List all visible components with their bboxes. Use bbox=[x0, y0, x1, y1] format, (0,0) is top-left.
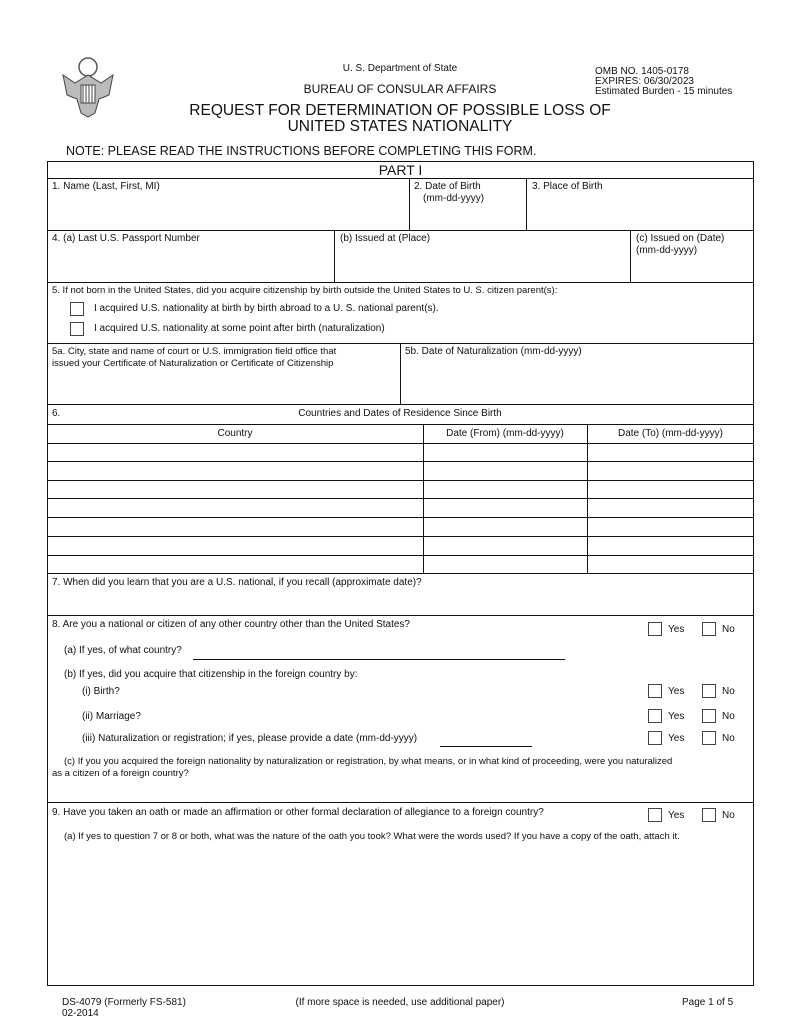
q8b-iii-yes-checkbox[interactable] bbox=[648, 731, 662, 745]
dob-format: (mm-dd-yyyy) bbox=[423, 193, 485, 204]
question-5: 5. If not born in the United States, did you acquire citizenship by birth outside the United States to U. S. citizen parent(s): bbox=[52, 285, 558, 296]
naturalization-date-input[interactable] bbox=[440, 746, 532, 747]
checkbox-birth-abroad[interactable] bbox=[70, 302, 84, 316]
department-name: U. S. Department of State bbox=[342, 63, 458, 74]
part-heading: PART I bbox=[378, 162, 423, 178]
dob-field[interactable]: 2. Date of Birth bbox=[414, 181, 481, 192]
passport-issued-date-field[interactable]: (c) Issued on (Date) bbox=[636, 233, 725, 244]
residence-row-1-date-to-cell[interactable] bbox=[587, 443, 754, 461]
passport-number-field[interactable]: 4. (a) Last U.S. Passport Number bbox=[52, 233, 200, 244]
name-field[interactable]: 1. Name (Last, First, MI) bbox=[52, 181, 160, 192]
residence-row-7-date-to-cell[interactable] bbox=[587, 555, 754, 573]
q8b-ii-no-label: No bbox=[722, 711, 735, 722]
residence-row-5-date-from-cell[interactable] bbox=[423, 517, 587, 535]
q8b-iii-no-label: No bbox=[722, 733, 735, 744]
q8b-iii-yes-label: Yes bbox=[668, 733, 685, 744]
q8-yes-checkbox[interactable] bbox=[648, 622, 662, 636]
residence-row-5-date-to-cell[interactable] bbox=[587, 517, 754, 535]
bureau-name: BUREAU OF CONSULAR AFFAIRS bbox=[303, 82, 497, 96]
q8-no-checkbox[interactable] bbox=[702, 622, 716, 636]
residence-row-4-date-to-cell[interactable] bbox=[587, 498, 754, 516]
residence-row-3-date-from-cell[interactable] bbox=[423, 480, 587, 498]
question-8b-iii: (iii) Naturalization or registration; if yes, please provide a date (mm-dd-yyyy) bbox=[82, 733, 418, 744]
q8b-i-no-checkbox[interactable] bbox=[702, 684, 716, 698]
form-title-line1: REQUEST FOR DETERMINATION OF POSSIBLE LOSS OF bbox=[189, 102, 611, 119]
form-number: DS-4079 (Formerly FS-581) bbox=[62, 997, 186, 1008]
seal-logo bbox=[55, 55, 121, 121]
option-naturalization: I acquired U.S. nationality at some point after birth (naturalization) bbox=[94, 323, 385, 334]
residence-row-6-country-cell[interactable] bbox=[47, 536, 423, 554]
col-date-from: Date (From) (mm-dd-yyyy) bbox=[446, 428, 564, 439]
q9-yes-checkbox[interactable] bbox=[648, 808, 662, 822]
residence-row-6-date-to-cell[interactable] bbox=[587, 536, 754, 554]
q9-yes-label: Yes bbox=[668, 810, 685, 821]
place-of-birth-field[interactable]: 3. Place of Birth bbox=[532, 181, 603, 192]
q9-no-label: No bbox=[722, 810, 735, 821]
note: NOTE: PLEASE READ THE INSTRUCTIONS BEFORE COMPLETING THIS FORM. bbox=[66, 144, 537, 158]
form-date: 02-2014 bbox=[62, 1008, 99, 1019]
q9-no-checkbox[interactable] bbox=[702, 808, 716, 822]
q8b-i-yes-label: Yes bbox=[668, 686, 685, 697]
residence-row-1-date-from-cell[interactable] bbox=[423, 443, 587, 461]
question-8b-ii: (ii) Marriage? bbox=[82, 711, 141, 722]
q8b-ii-yes-label: Yes bbox=[668, 711, 685, 722]
residence-row-7-country-cell[interactable] bbox=[47, 555, 423, 573]
question-8: 8. Are you a national or citizen of any other country other than the United States? bbox=[52, 619, 410, 630]
residence-row-3-date-to-cell[interactable] bbox=[587, 480, 754, 498]
naturalization-date-field[interactable]: 5b. Date of Naturalization (mm-dd-yyyy) bbox=[405, 346, 582, 357]
checkbox-naturalization[interactable] bbox=[70, 322, 84, 336]
residence-row-2-date-from-cell[interactable] bbox=[423, 461, 587, 479]
omb-number: OMB NO. 1405-0178 bbox=[595, 66, 689, 77]
question-9a[interactable]: (a) If yes to question 7 or 8 or both, what was the nature of the oath you took? What were the words used? If you have a copy of the oath, attach it. bbox=[64, 831, 680, 842]
question-8b-i: (i) Birth? bbox=[82, 686, 120, 697]
col-country: Country bbox=[217, 428, 253, 439]
certificate-office-label2: issued your Certificate of Naturalization or Certificate of Citizenship bbox=[52, 358, 334, 369]
residence-row-4-date-from-cell[interactable] bbox=[423, 498, 587, 516]
option-birth-abroad: I acquired U.S. nationality at birth by birth abroad to a U. S. national parent(s). bbox=[94, 303, 439, 314]
q8-no-label: No bbox=[722, 624, 735, 635]
passport-date-format: (mm-dd-yyyy) bbox=[636, 245, 698, 256]
residence-row-1-country-cell[interactable] bbox=[47, 443, 423, 461]
footer-note: (If more space is needed, use additional paper) bbox=[295, 997, 505, 1008]
form-title-line2: UNITED STATES NATIONALITY bbox=[287, 118, 513, 135]
residence-row-5-country-cell[interactable] bbox=[47, 517, 423, 535]
q8b-iii-no-checkbox[interactable] bbox=[702, 731, 716, 745]
question-9: 9. Have you taken an oath or made an affirmation or other formal declaration of allegiance to a foreign country? bbox=[52, 807, 544, 818]
col-date-to: Date (To) (mm-dd-yyyy) bbox=[617, 428, 723, 439]
q8b-ii-no-checkbox[interactable] bbox=[702, 709, 716, 723]
q8b-i-no-label: No bbox=[722, 686, 735, 697]
residence-row-4-country-cell[interactable] bbox=[47, 498, 423, 516]
question-8b: (b) If yes, did you acquire that citizenship in the foreign country by: bbox=[64, 669, 358, 680]
question-7[interactable]: 7. When did you learn that you are a U.S. national, if you recall (approximate date)? bbox=[52, 577, 422, 588]
expires: EXPIRES: 06/30/2023 bbox=[595, 76, 694, 87]
certificate-office-field[interactable]: 5a. City, state and name of court or U.S. immigration field office that bbox=[52, 346, 337, 357]
question-6-number: 6. bbox=[52, 408, 61, 419]
residence-row-6-date-from-cell[interactable] bbox=[423, 536, 587, 554]
page-number: Page 1 of 5 bbox=[682, 997, 734, 1008]
q8b-i-yes-checkbox[interactable] bbox=[648, 684, 662, 698]
residence-table-title: Countries and Dates of Residence Since Birth bbox=[298, 408, 502, 419]
residence-row-7-date-from-cell[interactable] bbox=[423, 555, 587, 573]
residence-row-2-country-cell[interactable] bbox=[47, 461, 423, 479]
question-8c: (c) If you you acquired the foreign nationality by naturalization or registration, by what means, or in what kind of proceeding, were you naturalized bbox=[64, 756, 673, 767]
q8b-ii-yes-checkbox[interactable] bbox=[648, 709, 662, 723]
residence-row-3-country-cell[interactable] bbox=[47, 480, 423, 498]
q8-yes-label: Yes bbox=[668, 624, 685, 635]
question-8c-line2: as a citizen of a foreign country? bbox=[52, 768, 189, 779]
residence-row-2-date-to-cell[interactable] bbox=[587, 461, 754, 479]
other-country-input[interactable] bbox=[193, 659, 565, 660]
burden: Estimated Burden - 15 minutes bbox=[595, 86, 733, 97]
passport-issued-place-field[interactable]: (b) Issued at (Place) bbox=[340, 233, 431, 244]
question-8a: (a) If yes, of what country? bbox=[64, 645, 182, 656]
